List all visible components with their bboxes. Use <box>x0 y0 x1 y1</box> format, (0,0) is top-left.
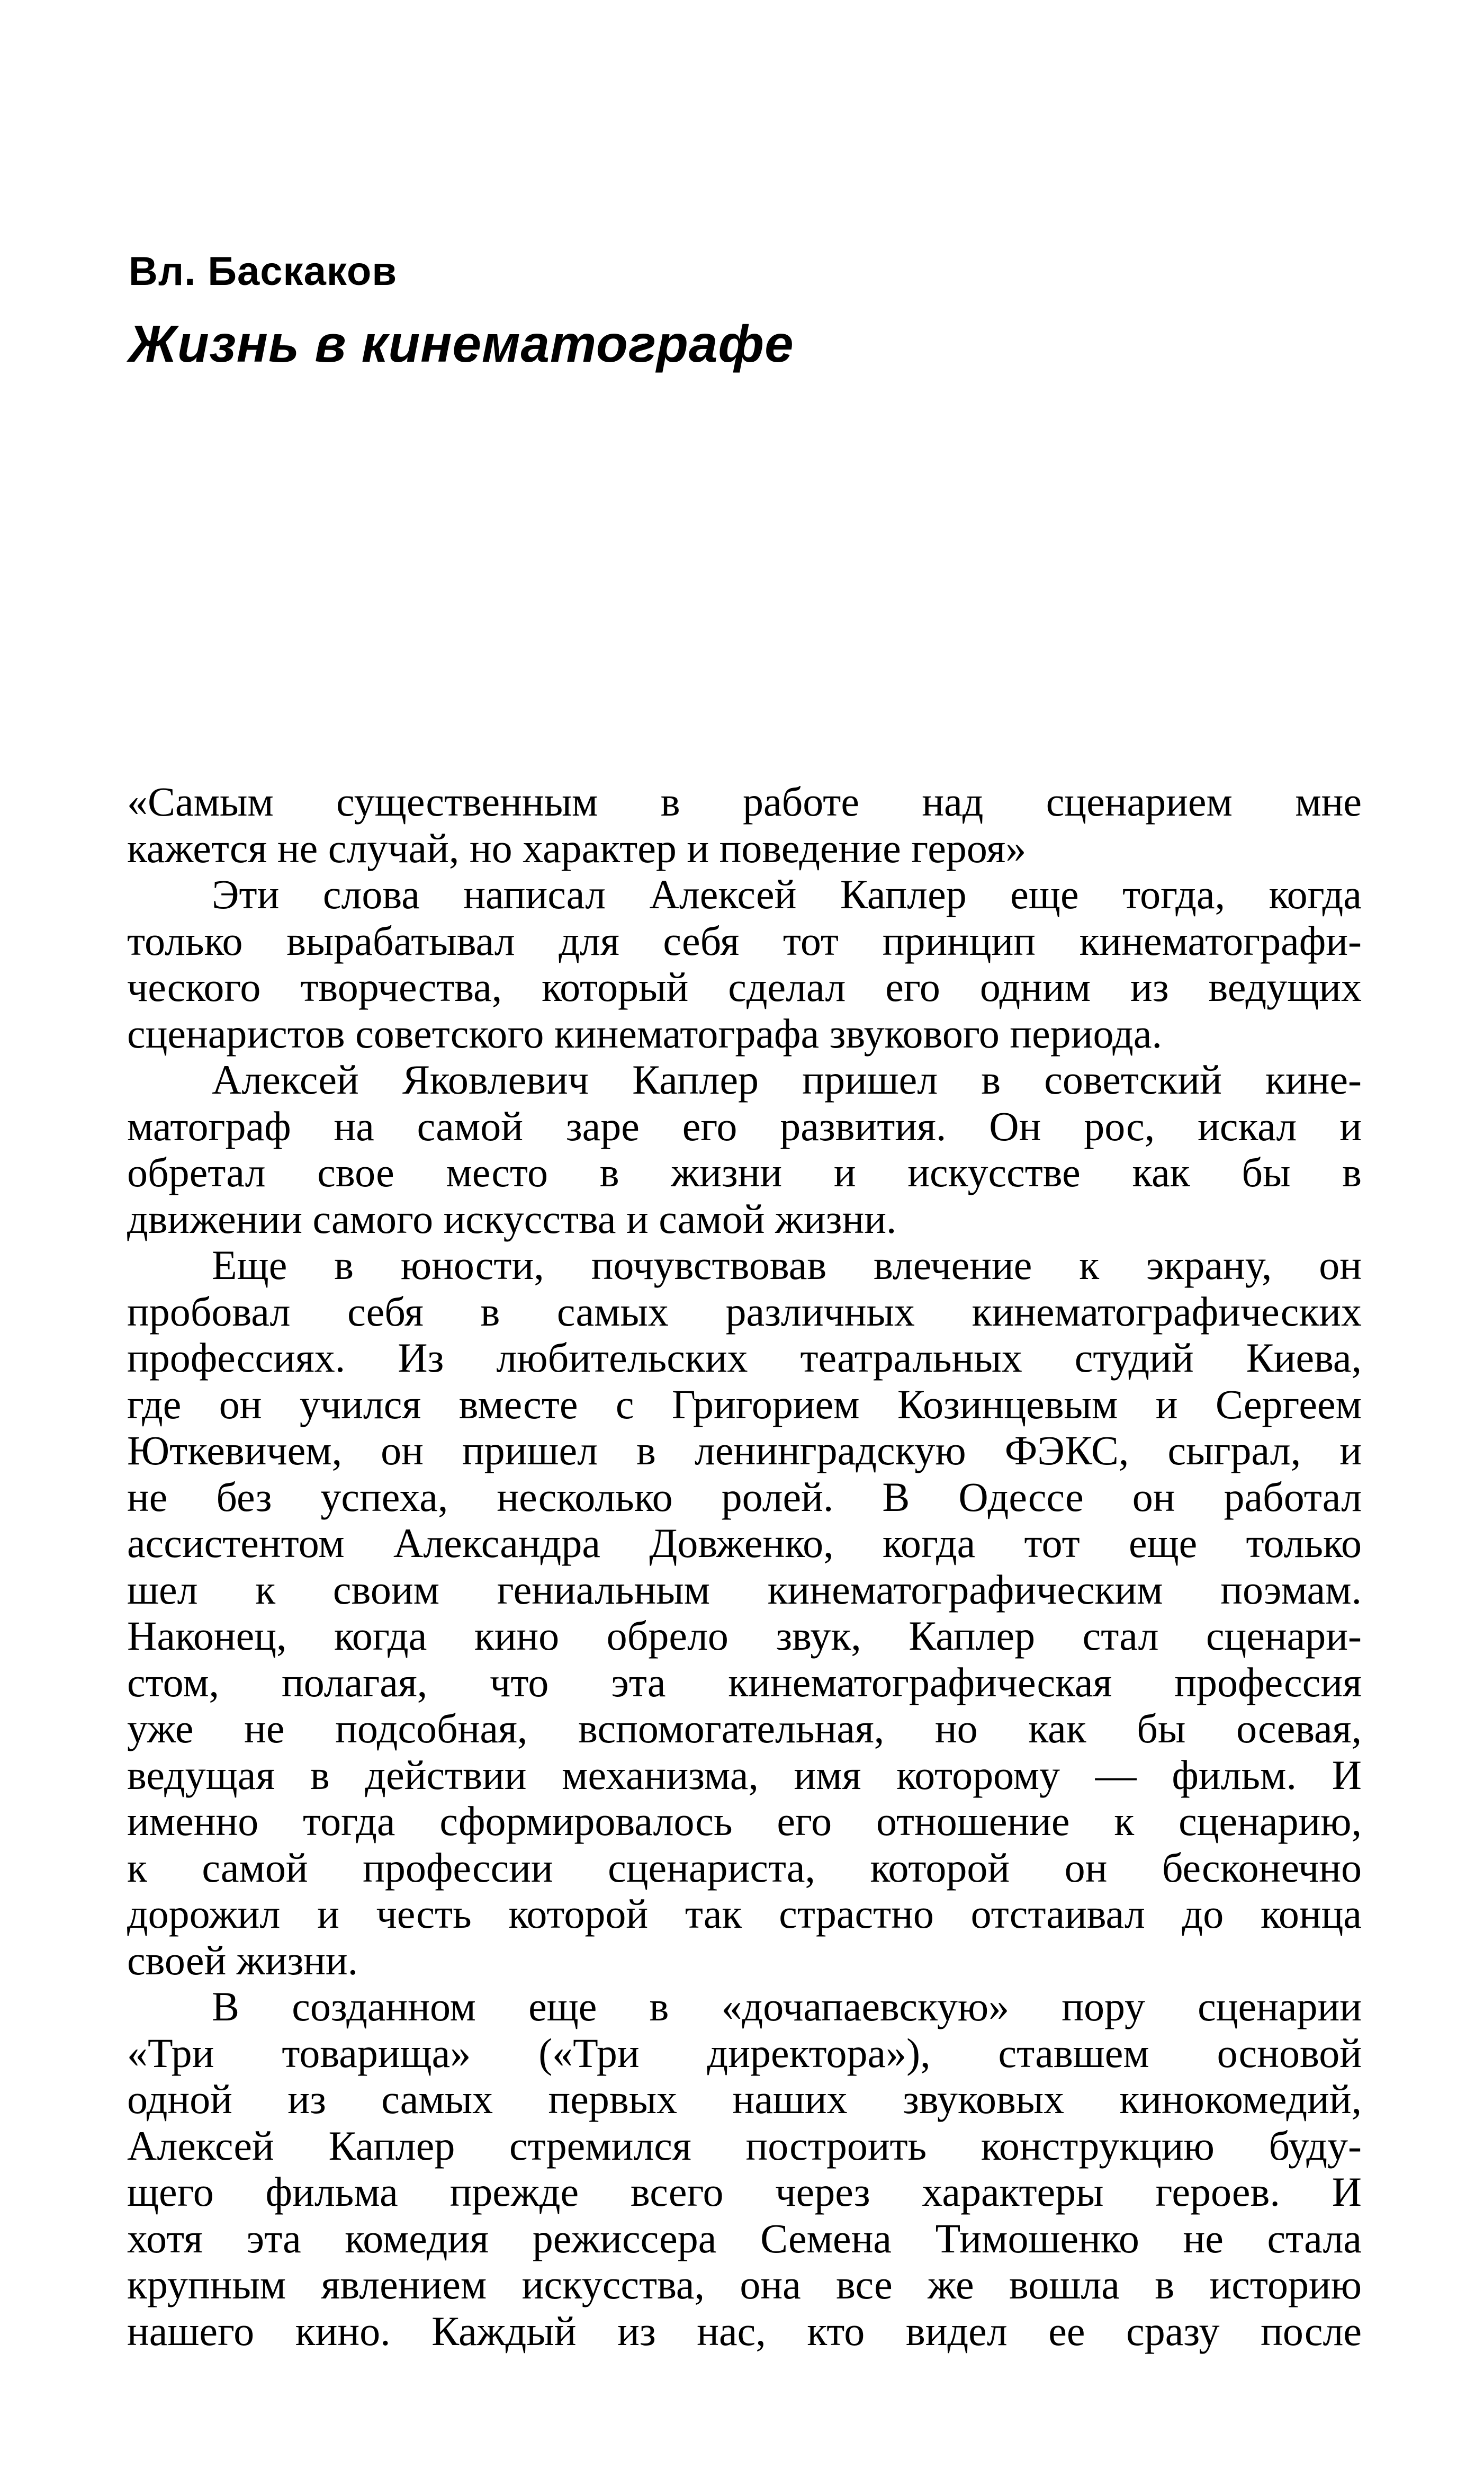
text-line: одной из самых первых наших звуковых кинокомедий, <box>127 2076 1362 2122</box>
text-line: стом, полагая, что эта кинематографическая профессия <box>127 1659 1362 1705</box>
text-line: к самой профессии сценариста, которой он бесконечно <box>127 1844 1362 1891</box>
text-line: Эти слова написал Алексей Каплер еще тогда, когда <box>212 871 1362 917</box>
text-line: Алексей Каплер стремился построить конструкцию буду- <box>127 2122 1362 2169</box>
text-line: своей жизни. <box>127 1937 358 1983</box>
text-line: В созданном еще в «дочапаевскую» пору сценарии <box>212 1983 1362 2029</box>
text-line: именно тогда сформировалось его отношение к сценарию, <box>127 1798 1362 1844</box>
author-name: Вл. Баскаков <box>129 249 398 294</box>
text-line: «Три товарища» («Три директора»), ставшем основой <box>127 2029 1362 2076</box>
text-line: профессиях. Из любительских театральных студий Киева, <box>127 1335 1362 1381</box>
text-line: нашего кино. Каждый из нас, кто видел ее сразу после <box>127 2307 1362 2354</box>
text-line: кажется не случай, но характер и поведение героя» <box>127 825 1027 871</box>
text-line: матограф на самой заре его развития. Он рос, искал и <box>127 1103 1362 1149</box>
text-line: Еще в юности, почувствовав влечение к экрану, он <box>212 1242 1362 1288</box>
text-line: уже не подсобная, вспомогательная, но как бы осевая, <box>127 1705 1362 1751</box>
text-line: Алексей Яковлевич Каплер пришел в советский кине- <box>212 1057 1362 1103</box>
text-line: ческого творчества, который сделал его одним из ведущих <box>127 964 1362 1010</box>
text-line: дорожил и честь которой так страстно отстаивал до конца <box>127 1891 1362 1937</box>
text-line: «Самым существенным в работе над сценарием мне <box>127 779 1362 825</box>
text-line: ассистентом Александра Довженко, когда тот еще только <box>127 1520 1362 1566</box>
paragraph <box>127 1242 1362 1983</box>
text-line: щего фильма прежде всего через характеры героев. И <box>127 2169 1362 2215</box>
paragraph <box>127 871 1362 1057</box>
text-line: Юткевичем, он пришел в ленинградскую ФЭКС, сыграл, и <box>127 1427 1362 1473</box>
text-line: крупным явлением искусства, она все же вошла в историю <box>127 2261 1362 2307</box>
text-line: только вырабатывал для себя тот принцип кинематографи- <box>127 917 1362 964</box>
body-text <box>127 779 1362 2354</box>
paragraph <box>127 779 1362 871</box>
text-line: не без успеха, несколько ролей. В Одессе он работал <box>127 1473 1362 1520</box>
text-line: ведущая в действии механизма, имя которому — фильм. И <box>127 1751 1362 1798</box>
text-line: обретал свое место в жизни и искусстве как бы в <box>127 1149 1362 1195</box>
text-line: пробовал себя в самых различных кинематографических <box>127 1288 1362 1335</box>
text-line: где он учился вместе с Григорием Козинцевым и Сергеем <box>127 1381 1362 1427</box>
text-line: шел к своим гениальным кинематографическим поэмам. <box>127 1566 1362 1613</box>
paragraph <box>127 1983 1362 2354</box>
text-line: движении самого искусства и самой жизни. <box>127 1195 897 1242</box>
text-line: сценаристов советского кинематографа звукового периода. <box>127 1010 1163 1057</box>
text-line: Наконец, когда кино обрело звук, Каплер стал сценари- <box>127 1613 1362 1659</box>
text-line: хотя эта комедия режиссера Семена Тимошенко не стала <box>127 2215 1362 2261</box>
chapter-title: Жизнь в кинематографе <box>129 315 794 373</box>
paragraph <box>127 1057 1362 1242</box>
